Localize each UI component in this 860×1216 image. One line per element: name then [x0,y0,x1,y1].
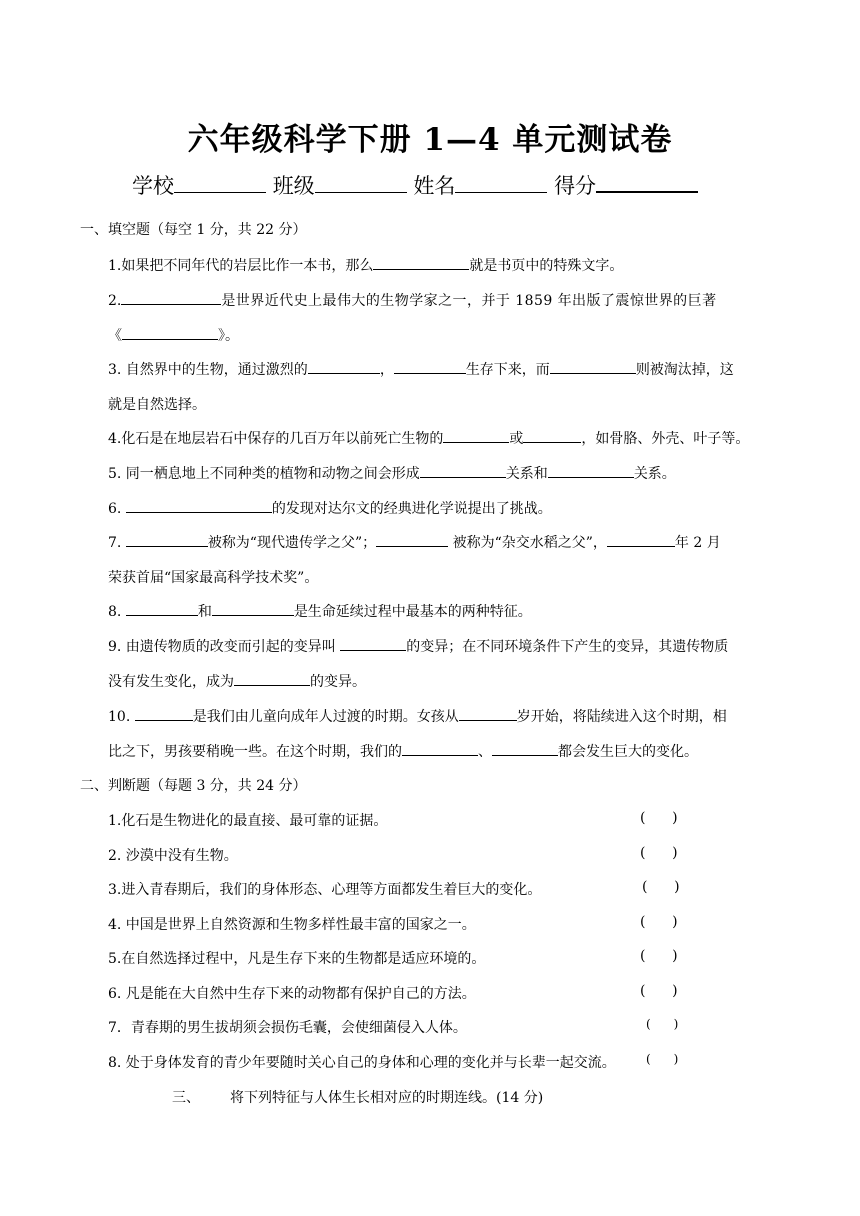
question-6 [108,498,776,518]
judge-answer-8[interactable]: ( ) [646,1052,679,1066]
question-3-line-2: 就是自然选择。 [108,397,206,413]
q7-text-b: 被称为“现代遗传学之父”； [207,535,377,551]
q3-blank-1[interactable] [308,359,380,374]
q2-text-a: 2. [108,293,122,309]
judge-answer-2[interactable]: ( ) [640,845,678,861]
section2-heading: 二、判断题（每题 3 分，共 24 分） [80,778,307,794]
q3-blank-2[interactable] [394,359,466,374]
question-4 [108,428,776,448]
question-10 [108,706,776,726]
q3-text-b: ， [379,362,394,378]
question-9-line-2 [108,671,776,691]
q10-text-a: 10. [108,709,135,725]
question-5 [108,463,776,483]
judge-answer-5[interactable]: ( ) [640,948,678,964]
q4-text-c: ，如骨胳、外壳、叶子等。 [581,431,750,447]
q10-text-f: 都会发生巨大的变化。 [558,744,698,760]
student-info-line [132,170,698,200]
section3-heading: 将下列特征与人体生长相对应的时期连线。(14 分) [230,1090,544,1106]
q10-blank-2[interactable] [459,706,517,721]
q4-blank-1[interactable] [443,428,509,443]
section1-heading: 一、填空题（每空 1 分，共 22 分） [80,222,307,238]
q6-blank[interactable] [126,498,272,513]
q5-blank-2[interactable] [548,463,634,478]
q9-blank-2[interactable] [234,671,310,686]
q8-blank-2[interactable] [212,601,294,616]
q5-blank-1[interactable] [420,463,506,478]
question-2-line-2 [108,325,776,345]
q10-blank-4[interactable] [492,741,558,756]
q10-blank-1[interactable] [135,706,193,721]
judge-item-2: 2. 沙漠中没有生物。 [108,848,238,864]
school-blank[interactable] [174,174,266,193]
q5-text-c: 关系。 [633,466,676,482]
q3-blank-3[interactable] [550,359,636,374]
q3-text-c: 生存下来，而 [465,362,550,378]
q4-blank-2[interactable] [523,428,581,443]
q8-text-a: 8. [108,604,126,620]
q5-text-a: 5. 同一栖息地上不同种类的植物和动物之间会形成 [108,466,420,482]
q7-blank-1[interactable] [126,532,208,547]
question-2 [108,290,776,310]
page-title: 六年级科学下册 1—4 单元测试卷 [187,122,673,158]
q6-text-b: 的发现对达尔文的经典进化学说提出了挑战。 [271,501,552,517]
q7-blank-2[interactable] [376,532,448,547]
judge-item-3: 3.进入青春期后，我们的身体形态、心理等方面都发生着巨大的变化。 [108,882,542,898]
judge-answer-6[interactable]: ( ) [640,983,678,999]
q10-text-e: 、 [478,744,492,760]
q1-text-b: 就是书页中的特殊文字。 [469,258,624,274]
question-1 [108,255,776,275]
q8-text-c: 是生命延续过程中最基本的两种特征。 [293,604,532,620]
judge-item-1: 1.化石是生物进化的最直接、最可靠的证据。 [108,813,388,829]
q4-text-b: 或 [509,431,524,447]
school-label: 学校 [132,174,174,198]
q7-text-a: 7. [108,535,126,551]
question-3 [108,359,776,379]
q10-text-c: 岁开始，将陆续进入这个时期，相 [516,709,727,725]
q7-text-c: 被称为“杂交水稻之父”， [448,535,607,551]
q3-text-a: 3. 自然界中的生物，通过激烈的 [108,362,308,378]
q6-text-a: 6. [108,501,126,517]
q5-text-b: 关系和 [505,466,548,482]
class-blank[interactable] [315,174,407,193]
q8-text-b: 和 [197,604,212,620]
question-7-line-2: 荣获首届“国家最高科学技术奖”。 [108,570,319,586]
q9-text-b: 的变异；在不同环境条件下产生的变异，其遗传物质 [406,639,729,655]
q8-blank-1[interactable] [126,601,198,616]
q7-text-d: 年 2 月 [674,535,721,551]
score-label: 得分 [554,174,597,198]
q10-blank-3[interactable] [402,741,478,756]
judge-answer-1[interactable]: ( ) [640,810,678,826]
q10-text-b: 是我们由儿童向成年人过渡的时期。女孩从 [192,709,459,725]
judge-answer-3[interactable]: ( ) [642,879,680,895]
judge-answer-7[interactable]: ( ) [646,1017,679,1031]
q9-blank-1[interactable] [340,636,406,651]
q2-text-c: 《 [108,328,122,344]
q3-text-d: 则被淘汰掉，这 [635,362,734,378]
section3-number: 三、 [172,1090,200,1106]
q1-blank[interactable] [373,255,469,270]
q10-text-d: 比之下，男孩要稍晚一些。在这个时期，我们的 [108,744,402,760]
q1-text-a: 1.如果把不同年代的岩层比作一本书，那么 [108,258,374,274]
judge-item-6: 6. 凡是能在大自然中生存下来的动物都有保护自己的方法。 [108,986,476,1002]
q4-text-a: 4.化石是在地层岩石中保存的几百万年以前死亡生物的 [108,431,444,447]
name-blank[interactable] [455,174,547,193]
judge-answer-4[interactable]: ( ) [640,914,678,930]
q2-blank-1[interactable] [121,290,221,305]
q2-text-b: 是世界近代史上最伟大的生物学家之一，并于 1859 年出版了震惊世界的巨著 [221,293,717,309]
question-10-line-2 [108,741,776,761]
name-label: 姓名 [413,174,456,198]
q9-text-a: 9. 由遗传物质的改变而引起的变异叫 [108,639,341,655]
score-blank[interactable] [596,173,698,193]
judge-item-7: 7．青春期的男生拔胡须会损伤毛囊，会使细菌侵入人体。 [108,1020,467,1036]
q9-text-c: 没有发生变化，成为 [108,674,234,690]
class-label: 班级 [272,174,315,198]
judge-item-5: 5.在自然选择过程中，凡是生存下来的生物都是适应环境的。 [108,951,486,967]
question-7 [108,532,776,552]
judge-item-8: 8. 处于身体发育的青少年要随时关心自己的身体和心理的变化并与长辈一起交流。 [108,1055,616,1071]
q7-blank-3[interactable] [607,532,675,547]
q9-text-d: 的变异。 [310,674,366,690]
judge-item-4: 4. 中国是世界上自然资源和生物多样性最丰富的国家之一。 [108,917,476,933]
question-8 [108,601,776,621]
question-9 [108,636,776,656]
q2-text-d: 》。 [218,328,239,344]
q2-blank-2[interactable] [122,325,218,340]
